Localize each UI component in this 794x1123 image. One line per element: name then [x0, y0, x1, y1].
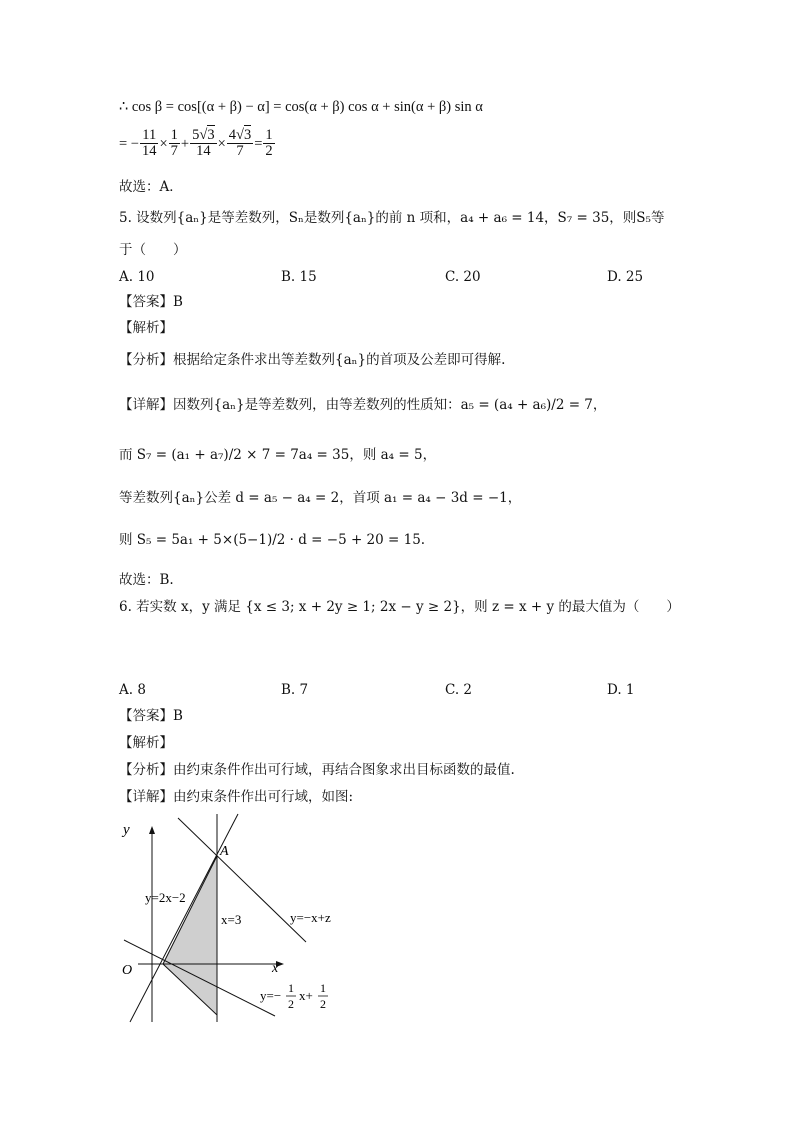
- q4-frac-2: $\frac{1}{7}$: [170, 127, 178, 159]
- q6-fenxi: 【分析】由约束条件作出可行域，再结合图象求出目标函数的最值.: [119, 762, 515, 778]
- q5-analysis-label: 【解析】: [119, 320, 173, 336]
- line4-label-mid: x+: [299, 988, 313, 1003]
- q4-frac-3: $\frac{5√3}{14}$: [192, 127, 215, 159]
- line2-label: x=3: [221, 912, 242, 927]
- q4-step1-text: ∴ cos β = cos[(α + β) − α] = cos(α + β) cos α + sin(α + β) sin α: [119, 99, 483, 115]
- q4-step1: [119, 97, 483, 117]
- q5-option-a: A. 10: [119, 269, 155, 285]
- line4-label-prefix: y=−: [260, 988, 282, 1003]
- q5-stem-line1: 5. 设数列{aₙ}是等差数列，Sₙ是数列{aₙ}的前 n 项和，a₄ + a₆ = 14，S₇ = 35，则S₅等: [119, 210, 665, 226]
- point-a-label: A: [220, 844, 229, 859]
- q5-detail3: 等差数列{aₙ}公差 d = a₅ − a₄ = 2，首项 a₁ = a₄ − 3d = −1，: [119, 490, 522, 506]
- q5-stem-line2: 于（ ）: [119, 242, 187, 258]
- q5-options: [119, 267, 679, 287]
- q6-option-a: A. 8: [119, 682, 146, 698]
- feasible-region-graph: [110, 812, 350, 1027]
- q5-detail1: 【详解】因数列{aₙ}是等差数列，由等差数列的性质知：a₅ = (a₄ + a₆)/2 = 7，: [119, 397, 607, 413]
- q4-calc: = − $\frac{11}{14}$ × $\frac{1}{7}$ + $\frac{5√3}{14}$ × $\frac{4√3}{7}$ = $\frac{1}{2}$: [119, 127, 273, 159]
- q4-answer-line: 故选：A．: [119, 179, 183, 195]
- q5-answer-line: 故选：B.: [119, 572, 174, 588]
- line4-frac2-den: 2: [320, 997, 326, 1011]
- q5-option-d: D. 25: [607, 269, 644, 285]
- q6-stem: [119, 597, 680, 617]
- q6-option-c: C. 2: [445, 682, 473, 698]
- line4-frac2-num: 1: [320, 981, 326, 995]
- q6-answer-label: 【答案】B: [119, 708, 183, 724]
- origin-label: O: [122, 963, 133, 978]
- q6-analysis-label: 【解析】: [119, 735, 173, 751]
- q6-options: [119, 680, 679, 700]
- line3-label: y=−x+z: [290, 910, 331, 925]
- y-axis-arrow: [149, 826, 155, 834]
- q4-frac-5: $\frac{1}{2}$: [265, 127, 273, 159]
- q4-frac-4: $\frac{4√3}{7}$: [228, 127, 252, 159]
- q6-option-d: D. 1: [607, 682, 635, 698]
- line1-label: y=2x−2: [145, 890, 186, 905]
- q6-stem-text: 6. 若实数 x，y 满足 {x ≤ 3; x + 2y ≥ 1; 2x − y ≥ 2}，则 z = x + y 的最大值为（ ）: [119, 599, 680, 615]
- feasible-region: [163, 856, 217, 1015]
- x-axis-label: x: [272, 961, 279, 976]
- q5-fenxi: 【分析】根据给定条件求出等差数列{aₙ}的首项及公差即可得解.: [119, 352, 506, 368]
- line4-frac1-den: 2: [288, 997, 294, 1011]
- q5-option-b: B. 15: [281, 269, 317, 285]
- y-axis-label: y: [123, 822, 130, 838]
- line4-frac1-num: 1: [288, 981, 294, 995]
- q4-frac-1: $\frac{11}{14}$: [141, 127, 157, 159]
- q5-answer-label: 【答案】B: [119, 294, 183, 310]
- q6-option-b: B. 7: [281, 682, 309, 698]
- q5-detail4: 则 S₅ = 5a₁ + 5×(5−1)/2 · d = −5 + 20 = 15.: [119, 532, 426, 548]
- q5-option-c: C. 20: [445, 269, 481, 285]
- q6-detail: 【详解】由约束条件作出可行域，如图:: [119, 789, 354, 805]
- q4-calc-prefix: = −: [119, 135, 139, 152]
- q5-detail2: 而 S₇ = (a₁ + a₇)/2 × 7 = 7a₄ = 35，则 a₄ = 5，: [119, 447, 437, 463]
